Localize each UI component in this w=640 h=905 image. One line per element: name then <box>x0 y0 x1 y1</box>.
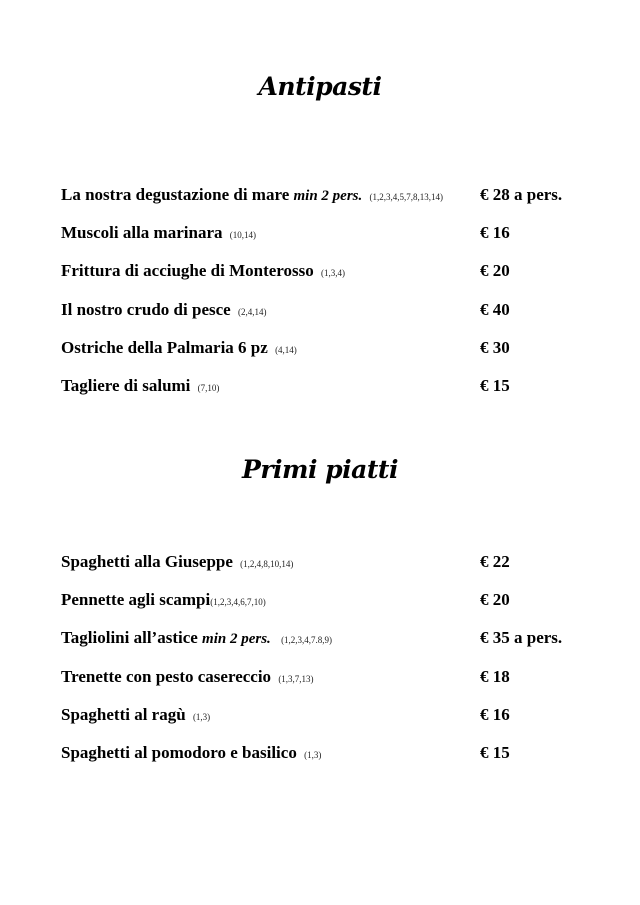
dish-price: € 30 <box>480 337 510 357</box>
dish-name: Spaghetti al pomodoro e basilico (1,3) <box>61 742 322 762</box>
dish-price: € 16 <box>480 704 510 724</box>
dish-note: min 2 pers. <box>202 631 271 648</box>
dish-name: Frittura di acciughe di Monterosso (1,3,4) <box>61 261 346 281</box>
dish-price: € 15 <box>480 742 510 762</box>
allergen-codes: (2,4,14) <box>237 306 267 317</box>
dish-name: Tagliolini all’astice min 2 pers. (1,2,3,4,7.8,9) <box>61 628 333 648</box>
allergen-codes: (1,3,4) <box>321 268 346 279</box>
dish-name: Pennette agli scampi(1,2,3,4,6,7,10) <box>61 590 266 610</box>
allergen-codes: (1,3,7,13) <box>278 673 314 684</box>
allergen-codes: (1,3) <box>192 711 211 722</box>
dish-name: Tagliere di salumi (7,10) <box>61 375 220 395</box>
dish-name: Spaghetti al ragù (1,3) <box>61 704 211 724</box>
dish-price: € 15 <box>480 375 510 395</box>
section-title-primi-piatti: Primi piatti <box>242 455 398 484</box>
menu-item <box>61 185 621 223</box>
menu-item <box>61 338 621 376</box>
menu-item <box>61 261 621 299</box>
allergen-codes: (7,10) <box>197 382 220 393</box>
dish-name: Muscoli alla marinara (10,14) <box>61 223 256 243</box>
menu-item <box>61 705 621 743</box>
menu-item <box>61 223 621 261</box>
dish-name: Trenette con pesto casereccio (1,3,7,13) <box>61 666 314 686</box>
allergen-codes: (1,3) <box>304 749 322 760</box>
dish-price: € 20 <box>480 590 510 610</box>
menu-item <box>61 667 621 705</box>
allergen-codes: (1,2,4,8,10,14) <box>240 559 294 569</box>
dish-price: € 16 <box>480 223 510 243</box>
dish-note: min 2 pers. <box>293 188 363 204</box>
dish-price: € 28 a pers. <box>480 185 563 204</box>
dish-name: Ostriche della Palmaria 6 pz (4,14) <box>61 337 297 357</box>
dish-name: Il nostro crudo di pesce (2,4,14) <box>61 299 267 319</box>
dish-price: € 18 <box>480 666 510 686</box>
dish-price: € 22 <box>480 552 510 571</box>
allergen-codes: (1,2,3,4,7.8,9) <box>281 635 333 646</box>
allergen-codes: (10,14) <box>229 230 256 241</box>
allergen-codes: (1,2,3,4,5,7,8,13,14) <box>369 192 444 202</box>
allergen-codes: (1,2,3,4,6,7,10) <box>210 597 266 608</box>
menu-item <box>61 743 621 781</box>
dish-price: € 35 a pers. <box>480 628 563 648</box>
dish-name: La nostra degustazione di mare min 2 pers. (1,2,3,4,5,7,8,13,14) <box>61 185 444 204</box>
menu-item <box>61 590 621 628</box>
allergen-codes: (4,14) <box>275 344 297 355</box>
menu-item <box>61 552 621 590</box>
menu-item <box>61 376 621 414</box>
dish-price: € 40 <box>480 299 510 319</box>
section-title-antipasti: Antipasti <box>258 72 382 101</box>
dish-price: € 20 <box>480 261 510 281</box>
menu-item <box>61 628 621 666</box>
menu-item <box>61 300 621 338</box>
menu-list-antipasti <box>61 185 621 414</box>
menu-list-primi-piatti <box>61 552 621 781</box>
dish-name: Spaghetti alla Giuseppe (1,2,4,8,10,14) <box>61 552 294 571</box>
